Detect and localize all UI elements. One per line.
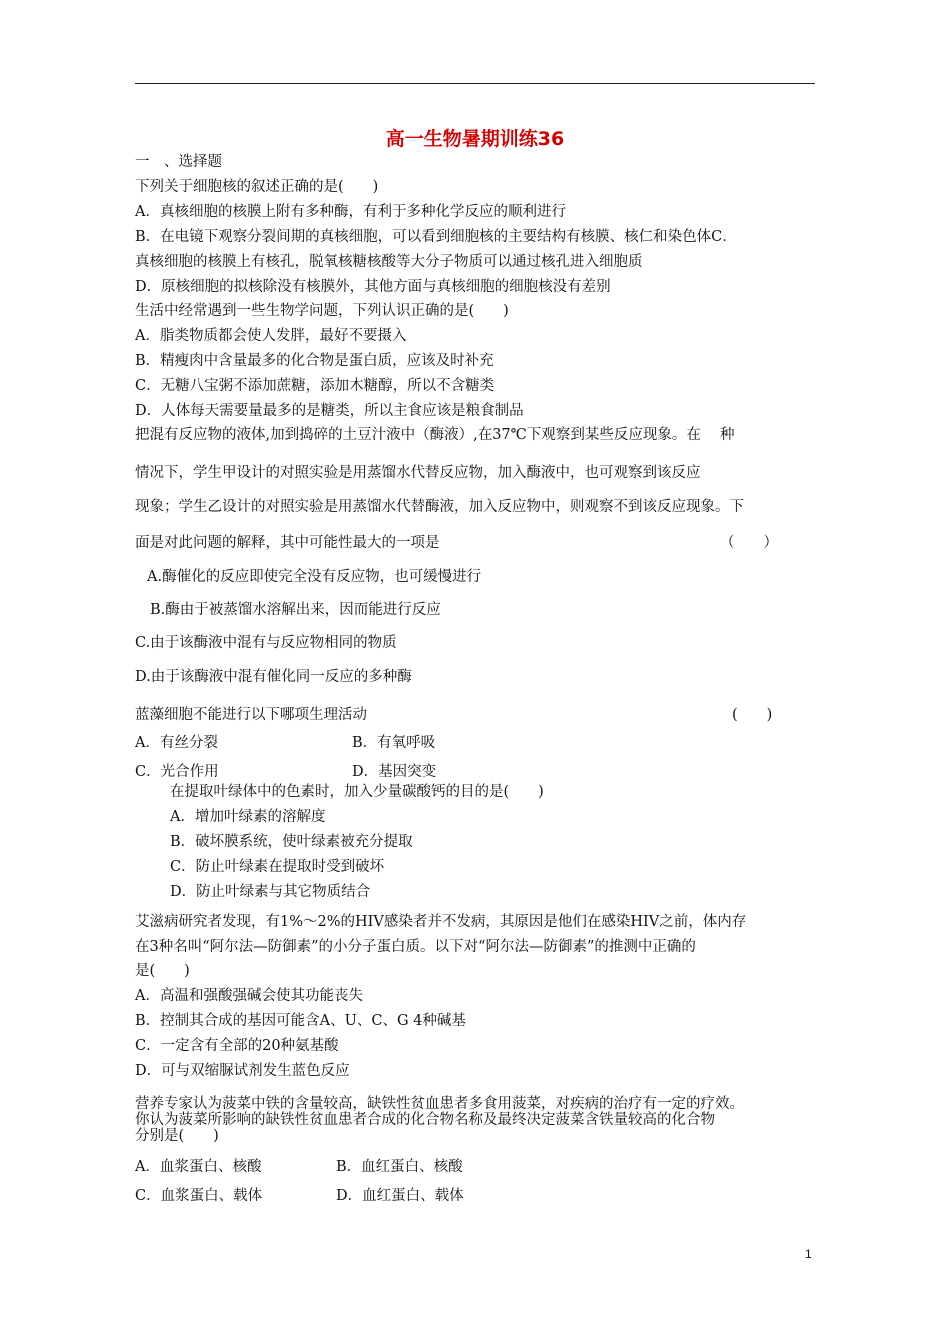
question-5-option-a: A．增加叶绿素的溶解度 xyxy=(170,809,326,825)
question-7-option-b: B．血红蛋白、核酸 xyxy=(336,1159,463,1175)
question-6-option-c: C．一定含有全部的20种氨基酸 xyxy=(135,1038,339,1054)
question-3-line-1: 把混有反应物的液体,加到捣碎的土豆汁液中（酶液）,在37℃下观察到某些反应现象。在 种 xyxy=(135,427,735,443)
page-number: 1 xyxy=(805,1247,812,1261)
question-4-option-c: C．光合作用 xyxy=(135,764,219,780)
question-5-option-b: B．破坏膜系统，使叶绿素被充分提取 xyxy=(170,834,413,850)
question-3-option-a: A.酶催化的反应即使完全没有反应物，也可缓慢进行 xyxy=(147,569,482,585)
question-3-option-b: B.酶由于被蒸馏水溶解出来，因而能进行反应 xyxy=(150,602,441,618)
question-6-option-a: A．高温和强酸强碱会使其功能丧失 xyxy=(135,988,363,1004)
question-4-answer-bracket: ( ) xyxy=(732,707,773,723)
question-4-option-d: D．基因突变 xyxy=(352,764,437,780)
question-1-option-b: B．在电镜下观察分裂间期的真核细胞，可以看到细胞核的主要结构有核膜、核仁和染色体C． xyxy=(135,229,737,245)
question-7-option-c: C．血浆蛋白、载体 xyxy=(135,1188,263,1204)
question-4-option-a: A．有丝分裂 xyxy=(135,735,218,751)
question-5-stem: 在提取叶绿体中的色素时，加入少量碳酸钙的目的是( ) xyxy=(170,784,544,800)
question-4-option-b: B．有氧呼吸 xyxy=(352,735,436,751)
question-7-line-2: 你认为菠菜所影响的缺铁性贫血患者合成的化合物名称及最终决定菠菜含铁量较高的化合物 xyxy=(135,1112,715,1128)
question-2-option-d: D．人体每天需要量最多的是糖类，所以主食应该是粮食制品 xyxy=(135,403,524,419)
question-6-option-b: B．控制其合成的基因可能含A、U、C、G 4种碱基 xyxy=(135,1013,466,1029)
question-3-option-c: C.由于该酶液中混有与反应物相同的物质 xyxy=(135,635,397,651)
question-1-option-c: 真核细胞的核膜上有核孔，脱氧核糖核酸等大分子物质可以通过核孔进入细胞质 xyxy=(135,254,643,270)
question-2-option-b: B．精瘦肉中含量最多的化合物是蛋白质，应该及时补充 xyxy=(135,353,494,369)
header-rule xyxy=(135,83,815,84)
question-1-stem: 下列关于细胞核的叙述正确的是( ) xyxy=(135,179,379,195)
question-3-line-4: 面是对此问题的解释，其中可能性最大的一项是 xyxy=(135,535,440,551)
question-1-option-a: A．真核细胞的核膜上附有多种酶，有利于多种化学反应的顺利进行 xyxy=(135,204,566,220)
question-3-option-d: D.由于该酶液中混有催化同一反应的多种酶 xyxy=(135,669,412,685)
question-3-answer-bracket: （ ） xyxy=(720,535,778,551)
question-5-option-c: C．防止叶绿素在提取时受到破坏 xyxy=(170,859,385,875)
question-7-option-a: A．血浆蛋白、核酸 xyxy=(135,1159,262,1175)
question-6-line-2: 在3种名叫“阿尔法—防御素”的小分子蛋白质。以下对“阿尔法—防御素”的推测中正确的 xyxy=(135,939,696,955)
page-title: 高一生物暑期训练36 xyxy=(385,128,565,150)
question-2-option-c: C．无糖八宝粥不添加蔗糖，添加木糖醇，所以不含糖类 xyxy=(135,378,495,394)
section-heading: 一 、选择题 xyxy=(135,154,222,170)
question-4-stem: 蓝藻细胞不能进行以下哪项生理活动 xyxy=(135,707,367,723)
question-6-line-3: 是( ) xyxy=(135,963,190,979)
question-2-option-a: A．脂类物质都会使人发胖，最好不要摄入 xyxy=(135,328,407,344)
question-5-option-d: D．防止叶绿素与其它物质结合 xyxy=(170,884,371,900)
question-6-option-d: D．可与双缩脲试剂发生蓝色反应 xyxy=(135,1063,350,1079)
question-1-option-d: D．原核细胞的拟核除没有核膜外，其他方面与真核细胞的细胞核没有差别 xyxy=(135,279,611,295)
question-3-line-2: 情况下，学生甲设计的对照实验是用蒸馏水代替反应物，加入酶液中，也可观察到该反应 xyxy=(135,465,701,481)
question-7-line-3: 分别是( ) xyxy=(135,1128,219,1144)
question-7-option-d: D．血红蛋白、载体 xyxy=(336,1188,464,1204)
question-3-line-3: 现象；学生乙设计的对照实验是用蒸馏水代替酶液，加入反应物中，则观察不到该反应现象。下 xyxy=(135,499,744,515)
question-2-stem: 生活中经常遇到一些生物学问题，下列认识正确的是( ) xyxy=(135,303,509,319)
question-6-line-1: 艾滋病研究者发现，有1%～2%的HIV感染者并不发病，其原因是他们在感染HIV之前，体内存 xyxy=(135,914,747,930)
question-7-line-1: 营养专家认为菠菜中铁的含量较高，缺铁性贫血患者多食用菠菜，对疾病的治疗有一定的疗效。 xyxy=(135,1096,744,1112)
